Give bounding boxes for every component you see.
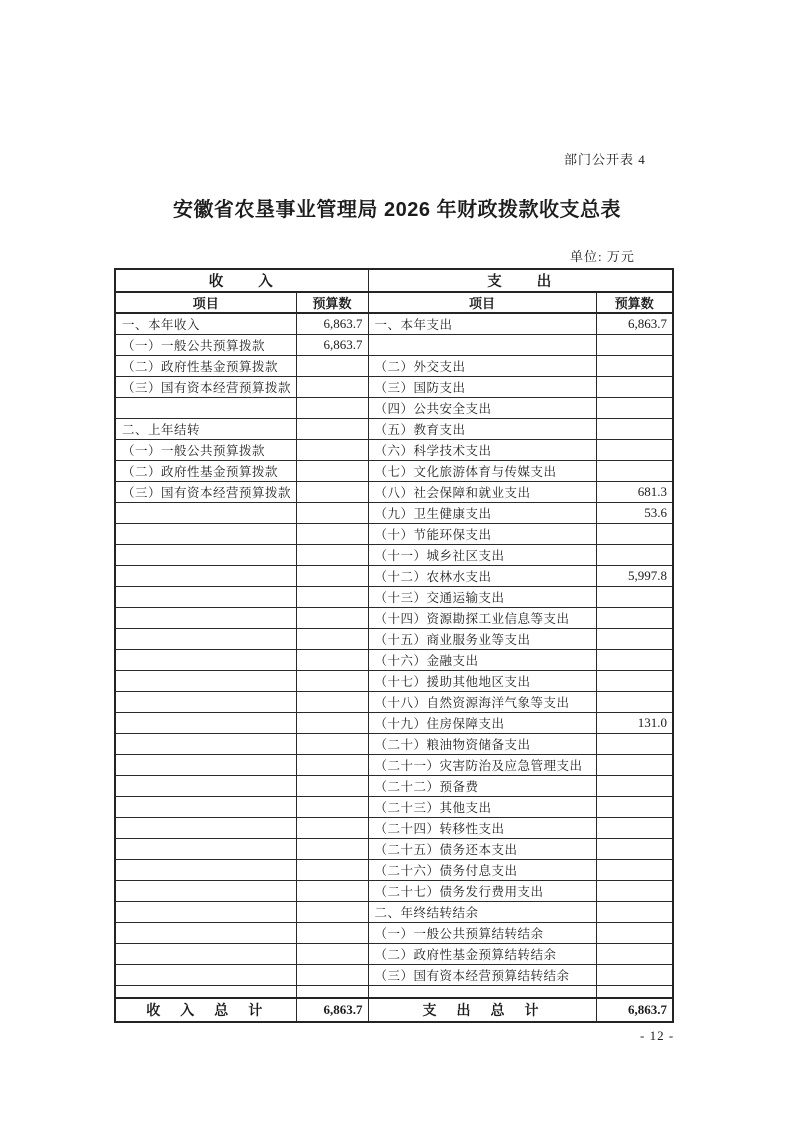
income-item-cell: （三）国有资本经营预算拨款 [115,377,296,398]
income-value-cell [296,965,368,986]
expense-value-cell [596,545,673,566]
income-item-cell: （一）一般公共预算拨款 [115,335,296,356]
column-header-row [115,292,673,313]
table-row [115,629,673,650]
income-budget-col-header: 预算数 [296,292,368,313]
expense-item-cell: 一、本年支出 [368,313,596,335]
expense-item-cell: （五）教育支出 [368,419,596,440]
income-item-cell: （三）国有资本经营预算拨款 [115,482,296,503]
page-title: 安徽省农垦事业管理局 2026 年财政拨款收支总表 [172,199,622,221]
table-row [115,587,673,608]
income-value-cell [296,587,368,608]
expense-value-cell [596,797,673,818]
form-remark: 部门公开表 4 [564,152,646,167]
income-value-cell [296,461,368,482]
table-row [115,482,673,503]
expense-value-cell [596,461,673,482]
unit-label: 单位: 万元 [570,249,635,264]
expense-item-cell: （十八）自然资源海洋气象等支出 [368,692,596,713]
expense-item-cell: （二）外交支出 [368,356,596,377]
income-value-cell [296,503,368,524]
expense-item-cell: （七）文化旅游体育与传媒支出 [368,461,596,482]
income-item-cell [115,608,296,629]
expense-item-cell: （十六）金融支出 [368,650,596,671]
expense-total-label: 支 出 总 计 [368,998,596,1022]
expense-item-cell: （四）公共安全支出 [368,398,596,419]
expense-value-cell [596,923,673,944]
table-row [115,776,673,797]
table-row [115,313,673,335]
income-item-cell [115,986,296,999]
income-value-cell: 6,863.7 [296,313,368,335]
income-value-cell [296,440,368,461]
income-value-cell [296,377,368,398]
table-row [115,398,673,419]
expense-value-cell [596,965,673,986]
expense-item-cell: （八）社会保障和就业支出 [368,482,596,503]
table-row [115,923,673,944]
expense-value-cell [596,734,673,755]
income-value-cell [296,545,368,566]
income-value-cell [296,860,368,881]
income-value-cell [296,776,368,797]
expense-item-cell: （三）国有资本经营预算结转结余 [368,965,596,986]
expense-value-cell [596,986,673,999]
income-value-cell [296,734,368,755]
income-value-cell [296,482,368,503]
income-item-cell: （二）政府性基金预算拨款 [115,461,296,482]
expense-value-cell [596,419,673,440]
income-value-cell [296,692,368,713]
expense-item-cell: （二十一）灾害防治及应急管理支出 [368,755,596,776]
income-value-cell [296,356,368,377]
table-row [115,566,673,587]
expense-value-cell: 131.0 [596,713,673,734]
expense-value-cell [596,839,673,860]
table-row [115,860,673,881]
table-row [115,671,673,692]
table-row [115,818,673,839]
income-value-cell [296,671,368,692]
income-value-cell [296,566,368,587]
table-row [115,944,673,965]
income-value-cell [296,944,368,965]
income-item-cell [115,650,296,671]
table-row [115,650,673,671]
expense-item-cell: （十九）住房保障支出 [368,713,596,734]
income-value-cell [296,629,368,650]
expense-value-cell [596,629,673,650]
income-item-cell: 二、上年结转 [115,419,296,440]
expense-budget-col-header: 预算数 [596,292,673,313]
total-row [115,998,673,1022]
expense-item-cell: （二十五）债务还本支出 [368,839,596,860]
expense-item-cell: （二十六）债务付息支出 [368,860,596,881]
income-value-cell [296,650,368,671]
income-item-cell [115,587,296,608]
income-item-cell [115,692,296,713]
expense-item-cell: （十一）城乡社区支出 [368,545,596,566]
income-item-cell [115,524,296,545]
income-value-cell [296,881,368,902]
income-item-cell [115,629,296,650]
income-item-cell: （一）一般公共预算拨款 [115,440,296,461]
income-item-cell [115,566,296,587]
budget-table [114,268,674,1023]
expense-item-cell: （十七）援助其他地区支出 [368,671,596,692]
income-item-cell [115,545,296,566]
expense-value-cell [596,587,673,608]
expense-item-cell: （二十七）债务发行费用支出 [368,881,596,902]
table-row [115,755,673,776]
income-item-cell [115,881,296,902]
expense-item-cell: （十二）农林水支出 [368,566,596,587]
income-value-cell [296,902,368,923]
expense-item-col-header: 项目 [368,292,596,313]
table-row [115,965,673,986]
expense-item-cell: （二十三）其他支出 [368,797,596,818]
spacer-row [115,986,673,999]
income-value-cell [296,419,368,440]
expense-value-cell [596,902,673,923]
income-item-cell: （二）政府性基金预算拨款 [115,356,296,377]
income-value-cell [296,398,368,419]
expense-item-cell: （十三）交通运输支出 [368,587,596,608]
income-item-cell [115,503,296,524]
expense-value-cell [596,440,673,461]
income-item-cell [115,944,296,965]
income-value-cell [296,797,368,818]
income-value-cell [296,524,368,545]
income-total-value: 6,863.7 [296,998,368,1022]
expense-item-cell: 二、年终结转结余 [368,902,596,923]
income-item-cell [115,776,296,797]
income-item-cell [115,839,296,860]
expense-value-cell: 5,997.8 [596,566,673,587]
expense-item-cell: （二）政府性基金预算结转结余 [368,944,596,965]
expense-value-cell [596,860,673,881]
income-item-cell [115,713,296,734]
expense-value-cell [596,608,673,629]
expense-value-cell: 6,863.7 [596,313,673,335]
table-row [115,335,673,356]
expense-total-value: 6,863.7 [596,998,673,1022]
table-row [115,797,673,818]
expense-item-cell: （十四）资源勘探工业信息等支出 [368,608,596,629]
expense-item-cell [368,335,596,356]
section-header-row [115,269,673,292]
expense-item-cell [368,986,596,999]
expense-item-cell: （十）节能环保支出 [368,524,596,545]
income-value-cell [296,608,368,629]
expense-section-header: 支 出 [368,269,673,292]
expense-value-cell [596,944,673,965]
expense-value-cell: 53.6 [596,503,673,524]
expense-value-cell [596,650,673,671]
expense-value-cell [596,755,673,776]
expense-value-cell [596,818,673,839]
expense-item-cell: （六）科学技术支出 [368,440,596,461]
expense-value-cell [596,776,673,797]
income-value-cell [296,923,368,944]
table-row [115,440,673,461]
income-item-cell [115,755,296,776]
income-value-cell [296,839,368,860]
income-item-cell: 一、本年收入 [115,313,296,335]
expense-item-cell: （三）国防支出 [368,377,596,398]
table-row [115,503,673,524]
income-section-header: 收 入 [115,269,368,292]
income-total-label: 收 入 总 计 [115,998,296,1022]
table-row [115,461,673,482]
expense-value-cell [596,377,673,398]
expense-item-cell: （一）一般公共预算结转结余 [368,923,596,944]
page-number: - 12 - [640,1028,675,1043]
expense-value-cell [596,398,673,419]
income-item-cell [115,860,296,881]
expense-value-cell: 681.3 [596,482,673,503]
income-value-cell [296,986,368,999]
expense-item-cell: （二十四）转移性支出 [368,818,596,839]
table-row [115,692,673,713]
income-item-cell [115,398,296,419]
expense-item-cell: （十五）商业服务业等支出 [368,629,596,650]
table-row [115,545,673,566]
income-item-cell [115,923,296,944]
income-item-cell [115,797,296,818]
income-value-cell [296,713,368,734]
table-row [115,713,673,734]
income-item-cell [115,818,296,839]
table-row [115,419,673,440]
expense-item-cell: （九）卫生健康支出 [368,503,596,524]
table-row [115,356,673,377]
expense-value-cell [596,881,673,902]
income-value-cell [296,818,368,839]
income-value-cell: 6,863.7 [296,335,368,356]
table-row [115,608,673,629]
table-row [115,839,673,860]
table-row [115,734,673,755]
table-row [115,377,673,398]
income-item-cell [115,902,296,923]
table-row [115,881,673,902]
income-item-cell [115,734,296,755]
income-item-col-header: 项目 [115,292,296,313]
income-item-cell [115,671,296,692]
expense-value-cell [596,356,673,377]
table-body [115,313,673,986]
expense-value-cell [596,671,673,692]
table-row [115,524,673,545]
income-item-cell [115,965,296,986]
income-value-cell [296,755,368,776]
table-row [115,902,673,923]
expense-value-cell [596,692,673,713]
expense-value-cell [596,524,673,545]
expense-item-cell: （二十）粮油物资储备支出 [368,734,596,755]
expense-item-cell: （二十二）预备费 [368,776,596,797]
expense-value-cell [596,335,673,356]
